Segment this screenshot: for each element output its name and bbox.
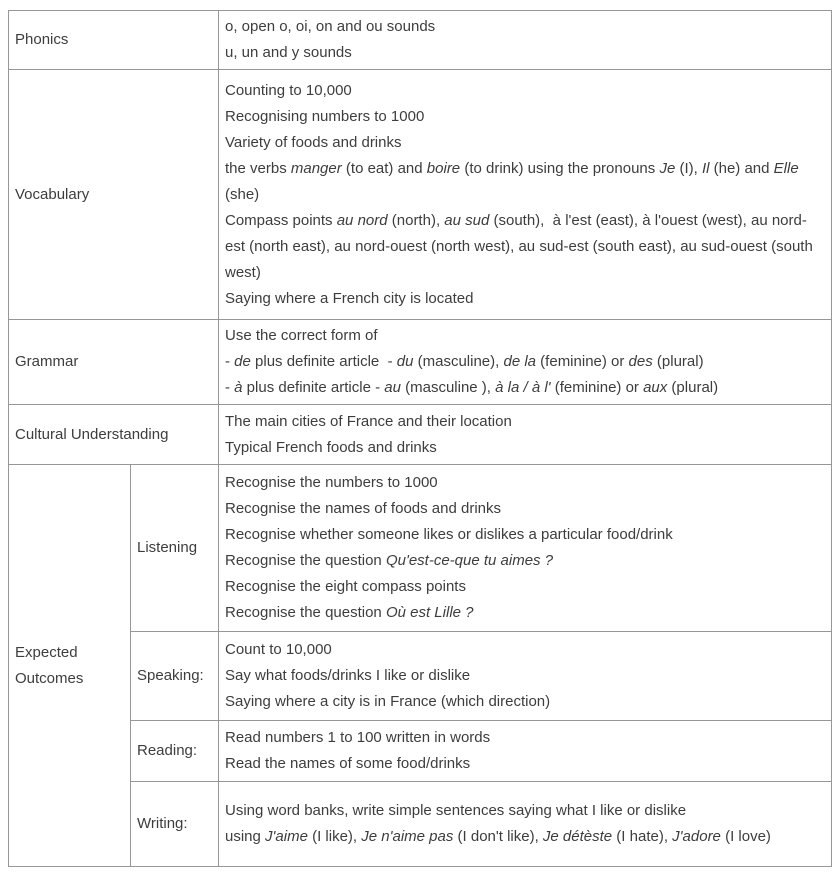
text-segment: (I),	[675, 159, 702, 177]
text-segment: (south), à l'est (east), à l'ouest (west), au nord-est (north east), au nord-ouest (north west), au sud-est (south east), au sud-ouest (south west)	[225, 211, 813, 281]
content-line	[225, 798, 823, 824]
content-line	[225, 574, 823, 600]
content-line	[225, 600, 823, 626]
french-term: de	[234, 353, 251, 370]
french-term: Je détèste	[542, 828, 613, 845]
text-segment: Use the correct form of	[225, 327, 378, 344]
french-term: à	[234, 379, 243, 396]
text-segment: Recognise the eight compass points	[225, 578, 466, 595]
text-segment: (I don't like),	[453, 828, 543, 845]
text-segment: (plural)	[652, 353, 704, 370]
french-term: J'adore	[672, 828, 721, 845]
content-line	[225, 14, 823, 40]
content-line	[225, 349, 823, 375]
content-line	[225, 522, 823, 548]
french-term: au sud	[444, 211, 490, 229]
text-segment: (feminine) or	[550, 379, 644, 396]
content-line	[225, 548, 823, 574]
content-line	[225, 156, 823, 208]
text-segment: plus definite article -	[250, 353, 397, 370]
text-segment: (to drink) using the pronouns	[460, 159, 660, 177]
text-segment: (I hate),	[612, 828, 673, 845]
text-segment: Recognise the question	[225, 604, 386, 621]
french-term: Je	[659, 159, 676, 177]
text-segment: (I love)	[720, 828, 771, 845]
phonics-label: Phonics	[9, 11, 219, 70]
content-line	[225, 470, 823, 496]
text-segment: Recognising numbers to 1000	[225, 107, 425, 125]
text-segment: Recognise the question	[225, 552, 386, 569]
text-segment: Recognise the names of foods and drinks	[225, 500, 501, 517]
row-expected-outcomes-reading	[9, 721, 832, 782]
french-term: Qu'est-ce-que tu aimes ?	[385, 552, 554, 569]
text-segment: (feminine) or	[536, 353, 629, 370]
text-segment: (north),	[387, 211, 445, 229]
content-line	[225, 751, 823, 777]
listening-content-cell	[219, 465, 832, 632]
curriculum-table	[8, 10, 832, 867]
writing-content-cell	[219, 782, 832, 867]
french-term: des	[628, 353, 653, 370]
text-segment: Recognise whether someone likes or dislikes a particular food/drink	[225, 526, 673, 543]
speaking-label: Speaking:	[131, 632, 219, 721]
french-term: Il	[701, 159, 710, 177]
french-term: de la	[503, 353, 537, 370]
text-segment: (I like),	[307, 828, 362, 845]
text-segment: Counting to 10,000	[225, 81, 352, 99]
speaking-content-cell	[219, 632, 832, 721]
french-term: J'aime	[265, 828, 308, 845]
content-line	[225, 104, 823, 130]
content-line	[225, 208, 823, 286]
content-line	[225, 496, 823, 522]
content-line	[225, 130, 823, 156]
phonics-content-cell	[219, 11, 832, 70]
vocabulary-label: Vocabulary	[9, 70, 219, 320]
cultural-understanding-content-cell	[219, 405, 832, 465]
text-segment: (masculine ),	[400, 379, 496, 396]
reading-content-cell	[219, 721, 832, 782]
row-expected-outcomes-listening	[9, 465, 832, 632]
french-term: à la / à l'	[495, 379, 551, 396]
french-term: Où est Lille ?	[385, 604, 474, 621]
content-line	[225, 725, 823, 751]
text-segment: Read numbers 1 to 100 written in words	[225, 729, 491, 746]
text-segment: the verbs	[225, 159, 291, 177]
row-expected-outcomes-writing	[9, 782, 832, 867]
grammar-content-cell	[219, 320, 832, 405]
text-segment: Typical French foods and drinks	[225, 438, 437, 456]
text-segment: The main cities of France and their location	[225, 412, 512, 430]
content-line	[225, 637, 823, 663]
text-segment: (he) and	[709, 159, 774, 177]
text-segment: (masculine),	[413, 353, 504, 370]
content-line	[225, 78, 823, 104]
text-segment: plus definite article -	[242, 379, 385, 396]
french-term: aux	[643, 379, 668, 396]
listening-label: Listening	[131, 465, 219, 632]
content-line	[225, 40, 823, 66]
french-term: manger	[290, 159, 342, 177]
text-segment: -	[225, 353, 235, 370]
content-line	[225, 663, 823, 689]
text-segment: Say what foods/drinks I like or dislike	[225, 667, 471, 684]
reading-label: Reading:	[131, 721, 219, 782]
row-phonics	[9, 11, 832, 70]
cultural-understanding-label: Cultural Understanding	[9, 405, 219, 465]
content-line	[225, 409, 823, 435]
french-term: Elle	[773, 159, 799, 177]
row-cultural-understanding	[9, 405, 832, 465]
text-segment: u, un and y sounds	[225, 44, 352, 61]
row-vocabulary	[9, 70, 832, 320]
content-line	[225, 323, 823, 349]
text-segment: Recognise the numbers to 1000	[225, 474, 438, 491]
vocabulary-content-cell	[219, 70, 832, 320]
french-term: boire	[426, 159, 461, 177]
text-segment: Compass points	[225, 211, 337, 229]
french-term: du	[396, 353, 414, 370]
content-line	[225, 286, 823, 312]
text-segment: Count to 10,000	[225, 641, 332, 658]
french-term: Je n'aime pas	[361, 828, 454, 845]
text-segment: Saying where a city is in France (which direction)	[225, 693, 551, 710]
expected-outcomes-label: Expected Outcomes	[9, 465, 131, 867]
text-segment: Variety of foods and drinks	[225, 133, 402, 151]
row-grammar	[9, 320, 832, 405]
text-segment: -	[225, 379, 235, 396]
grammar-label: Grammar	[9, 320, 219, 405]
french-term: au	[384, 379, 401, 396]
text-segment: (plural)	[667, 379, 719, 396]
curriculum-table-body	[9, 11, 832, 867]
row-expected-outcomes-speaking	[9, 632, 832, 721]
content-line	[225, 375, 823, 401]
text-segment: Read the names of some food/drinks	[225, 755, 471, 772]
text-segment: (she)	[225, 185, 260, 203]
writing-label: Writing:	[131, 782, 219, 867]
content-line	[225, 689, 823, 715]
text-segment: Saying where a French city is located	[225, 289, 474, 307]
text-segment: (to eat) and	[341, 159, 427, 177]
text-segment: using	[225, 828, 266, 845]
text-segment: Using word banks, write simple sentences saying what I like or dislike	[225, 802, 687, 819]
content-line	[225, 824, 823, 850]
french-term: au nord	[336, 211, 388, 229]
content-line	[225, 435, 823, 461]
text-segment: o, open o, oi, on and ou sounds	[225, 18, 436, 35]
